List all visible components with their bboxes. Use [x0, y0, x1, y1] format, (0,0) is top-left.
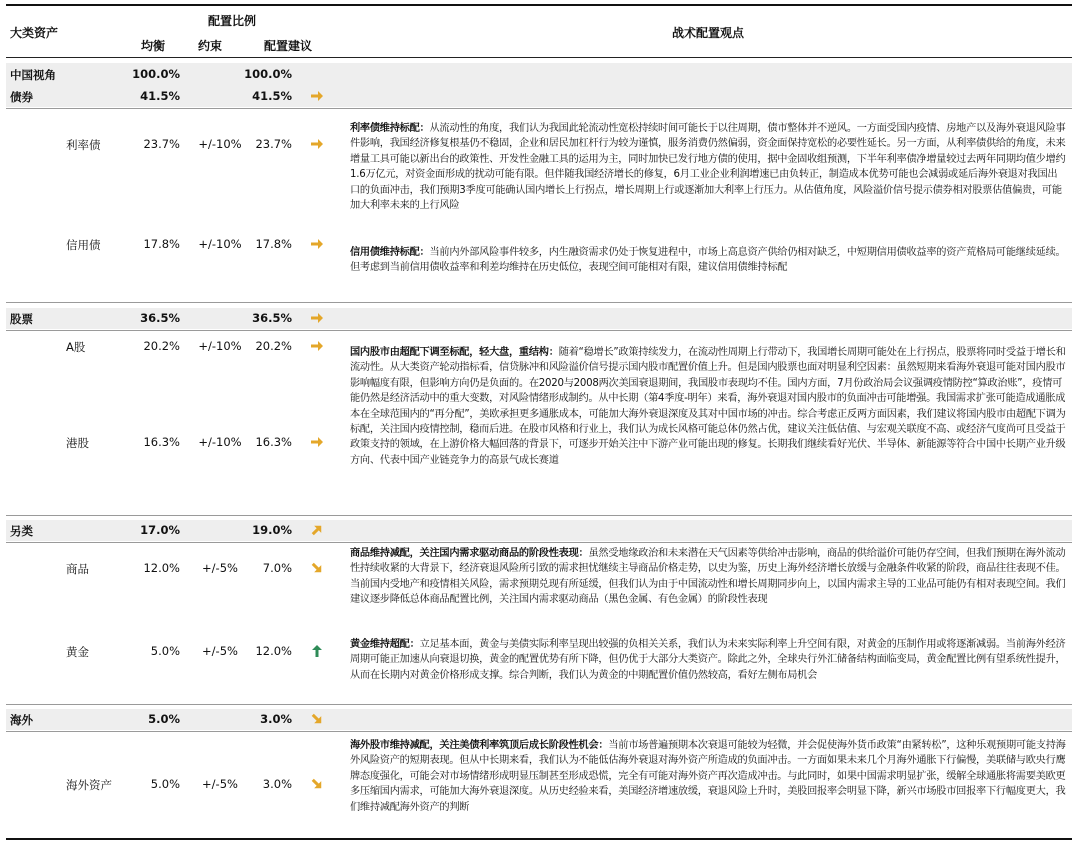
gold-constraint: +/-5% [202, 644, 238, 658]
rate-bonds-view-lead: 利率债维持标配： [350, 123, 430, 134]
gold-balanced: 5.0% [150, 644, 180, 658]
alternatives-suggest: 19.0% [252, 523, 292, 537]
hk-share-constraint: +/-10% [198, 435, 242, 449]
down-right-arrow-icon [310, 561, 324, 575]
row-rule [6, 731, 1072, 732]
row-name-credit-bonds: 信用债 [66, 238, 101, 252]
row-rule [6, 108, 1072, 109]
table-bottom-rule [6, 838, 1072, 840]
alternatives-balanced: 17.0% [140, 523, 180, 537]
a-share-suggest: 20.2% [255, 339, 292, 353]
row-name-equities: 股票 [10, 312, 33, 326]
rate-bonds-view-text: 从流动性的角度，我们认为我国此轮流动性宽松持续时间可能长于以往周期，债市整体并不逆风。一方面受国内疫情、房地产以及海外衰退风险事件影响，我国经济修复根基仍不稳固，企业和居民加杠杆行为较为谨慎，服务消费仍然偏弱，资金面保持宽松的必要性延长。另一方面，从利率债供给的角度，未来增量工具可能以新出台的政策性、开发性金融工具的运用为主，同时加快已发行地方债的使用，据中金固收组预测，下半年利率债净增量较过去两年同期均值少增约1.6万亿元，对资金面形成的扰动可能有限。但伴随我国经济增长的修复，6月工业企业利润增速已由负转正，制造成本优势可能也会减弱或延后海外衰退对我国出口的负面冲击，我们预期3季度可能确认国内增长上行拐点，增长周期上行或逐渐加大利率上行压力。从估值角度，风险溢价信号提示债券相对股票估值偏贵，可能加大利率未来的上行风险 [350, 123, 1066, 212]
rate-bonds-constraint: +/-10% [198, 137, 242, 151]
right-arrow-icon [310, 89, 324, 103]
row-name-china: 中国视角 [10, 68, 56, 82]
row-rule [6, 542, 1072, 543]
header-bottom-rule [6, 57, 1072, 58]
gold-view [350, 637, 1066, 683]
row-name-bonds: 债券 [10, 90, 33, 104]
header-alloc: 配置比例 [208, 14, 257, 28]
credit-bonds-constraint: +/-10% [198, 237, 242, 251]
row-rule [6, 515, 1072, 516]
rate-bonds-suggest: 23.7% [255, 137, 292, 151]
right-arrow-icon [310, 435, 324, 449]
right-arrow-icon [310, 311, 324, 325]
overseas-view [350, 738, 1066, 815]
overseas-assets-constraint: +/-5% [202, 777, 238, 791]
hk-share-balanced: 16.3% [143, 435, 180, 449]
commodities-balanced: 12.0% [143, 561, 180, 575]
up-right-arrow-icon [310, 523, 324, 537]
commodities-suggest: 7.0% [262, 561, 292, 575]
commodities-view-lead: 商品维持减配，关注国内需求驱动商品的阶段性表现： [350, 548, 589, 559]
china-suggest: 100.0% [244, 67, 292, 81]
up-arrow-icon [310, 644, 324, 658]
credit-bonds-view-lead: 信用债维持标配： [350, 247, 430, 258]
header-constraint: 约束 [198, 39, 223, 53]
row-rule [6, 330, 1072, 331]
down-right-arrow-icon [310, 777, 324, 791]
hk-share-suggest: 16.3% [255, 435, 292, 449]
rate-bonds-view [350, 121, 1066, 213]
row-name-hk-share: 港股 [66, 436, 89, 450]
overseas-balanced: 5.0% [148, 712, 180, 726]
header-view: 战术配置观点 [672, 26, 745, 40]
gold-view-lead: 黄金维持超配： [350, 639, 420, 650]
overseas-assets-balanced: 5.0% [150, 777, 180, 791]
credit-bonds-view-text: 当前内外部风险事件较多，内生融资需求仍处于恢复进程中，市场上高息资产供给仍相对缺乏，中短期信用债收益率的资产荒格局可能继续延续。但考虑到当前信用债收益率和利差均维持在历史低位，表现空间可能相对有限，建议信用债维持标配 [350, 247, 1066, 274]
credit-bonds-balanced: 17.8% [143, 237, 180, 251]
rate-bonds-balanced: 23.7% [143, 137, 180, 151]
header-suggest: 配置建议 [264, 39, 313, 53]
row-rule [6, 302, 1072, 303]
row-name-alternatives: 另类 [10, 524, 33, 538]
row-name-a-share: A股 [66, 340, 86, 354]
commodities-constraint: +/-5% [202, 561, 238, 575]
credit-bonds-suggest: 17.8% [255, 237, 292, 251]
overseas-view-lead: 海外股市维持减配，关注美债利率筑顶后成长阶段性机会： [350, 740, 609, 751]
header-balanced: 均衡 [141, 39, 166, 53]
down-right-arrow-icon [310, 712, 324, 726]
overseas-suggest: 3.0% [260, 712, 292, 726]
row-name-commodities: 商品 [66, 562, 89, 576]
commodities-view-text: 虽然受地缘政治和未来潜在天气因素等供给冲击影响，商品的供给溢价可能仍存空间，但我们预期在海外流动性持续收紧的大背景下，经济衰退风险所引致的需求担忧继续主导商品价格走势，以史为鉴，历史上海外经济增长放缓与金融条件收紧的阶段，商品往往表现不佳。当前国内受地产和疫情相关风险，需求预期兑现有所延缓，但我们认为由于中国流动性和增长周期同步向上，以国内需求主导的工业品可能仍有相对表现空间。我们建议逐步降低总体商品配置比例，关注国内需求驱动商品（黑色金属、有色金属）的阶段性表现 [350, 548, 1066, 606]
equities-view [350, 345, 1066, 468]
overseas-assets-suggest: 3.0% [262, 777, 292, 791]
gold-view-text: 立足基本面，黄金与美债实际利率呈现出较强的负相关关系，我们认为未来实际利率上升空间有限，对黄金的压制作用或将逐渐减弱。当前海外经济周期可能正加速从向衰退切换，黄金的配置优势有所下降，但仍优于大部分大类资产。除此之外，全球央行外汇储备结构面临变局，黄金配置比例有望系统性提升，从而在长期内对黄金价格形成支撑。综合判断，我们认为黄金的中期配置价值仍然较高，看好左侧布局机会 [350, 639, 1066, 681]
equities-view-text: 随着“稳增长”政策持续发力，在流动性周期上行带动下，我国增长周期可能处在上行拐点，股票将同时受益于增长和流动性。从大类资产轮动指标看，信贷脉冲和风险溢价信号提示国内股市配置价值上升。但是国内股票也面对明显利空因素：虽然短期来看海外衰退可能对国内股市影响幅度有限，但影响方向仍是负面的。在2020与2008两次美国衰退期间，我国股市表现均不佳。国内方面，7月份政治局会议强调疫情防控“算政治账”，疫情可能仍然是经济活动中的重大变数，对风险情绪形成制约。从中长期（第4季度-明年）来看，海外衰退对国内股市的负面冲击可能增强。我国需求扩张可能造成通胀成本在全球范围内的“再分配”，美欧承担更多通胀成本，可能加大海外衰退深度及其对中国市场的冲击。综合考虑正反两方面因素，我们建议将国内股市由超配下调为标配，关注国内疫情控制，稳而后进。在股市风格和行业上，我们认为成长风格可能总体仍然占优，建议关注低估值、与宏观关联度不高、或经济气度尚可且受益于政策支持的领域，在上游价格大幅回落的背景下，可逐步开始关注中下游产业可能出现的修复。长期我们继续看好光伏、半导体、新能源等符合中国中长期产业升级方向、代表中国产业链竞争力的高景气成长赛道 [350, 347, 1066, 466]
row-name-gold: 黄金 [66, 645, 89, 659]
row-rule [6, 704, 1072, 705]
a-share-balanced: 20.2% [143, 339, 180, 353]
row-name-rate-bonds: 利率债 [66, 138, 101, 152]
bonds-balanced: 41.5% [140, 89, 180, 103]
right-arrow-icon [310, 137, 324, 151]
a-share-constraint: +/-10% [198, 339, 242, 353]
credit-bonds-view [350, 245, 1066, 276]
equities-balanced: 36.5% [140, 311, 180, 325]
row-name-overseas: 海外 [10, 713, 33, 727]
commodities-view [350, 546, 1066, 608]
bonds-suggest: 41.5% [252, 89, 292, 103]
equities-suggest: 36.5% [252, 311, 292, 325]
overseas-view-text: 当前市场普遍预期本次衰退可能较为轻微，并会促使海外货币政策“由紧转松”，这种乐观预期可能支持海外风险资产的短期表现。但从中长期来看，我们认为不能低估海外衰退对海外资产所造成的负面冲击。一方面如果未来几个月海外通胀下行偏慢，美联储与欧央行鹰牌态度强化，可能会对市场情绪形成明显压制甚至形成恐慌，完全有可能对海外资产再次造成冲击。与此同时，如果中国需求明显扩张，缓解全球通胀将需要美欧更多压缩国内需求，可能加大海外衰退深度。从历史经验来看，美国经济增速放缓，衰退风险上升时，美股回报率会明显下降，新兴市场股市回报率下行幅度更大，我们维持减配海外资产的判断 [350, 740, 1066, 813]
table-top-rule [6, 4, 1072, 6]
equities-view-lead: 国内股市由超配下调至标配，轻大盘，重结构： [350, 347, 559, 358]
right-arrow-icon [310, 339, 324, 353]
header-asset: 大类资产 [10, 26, 59, 40]
gold-suggest: 12.0% [255, 644, 292, 658]
row-name-overseas-assets: 海外资产 [66, 778, 112, 792]
right-arrow-icon [310, 237, 324, 251]
china-balanced: 100.0% [132, 67, 180, 81]
